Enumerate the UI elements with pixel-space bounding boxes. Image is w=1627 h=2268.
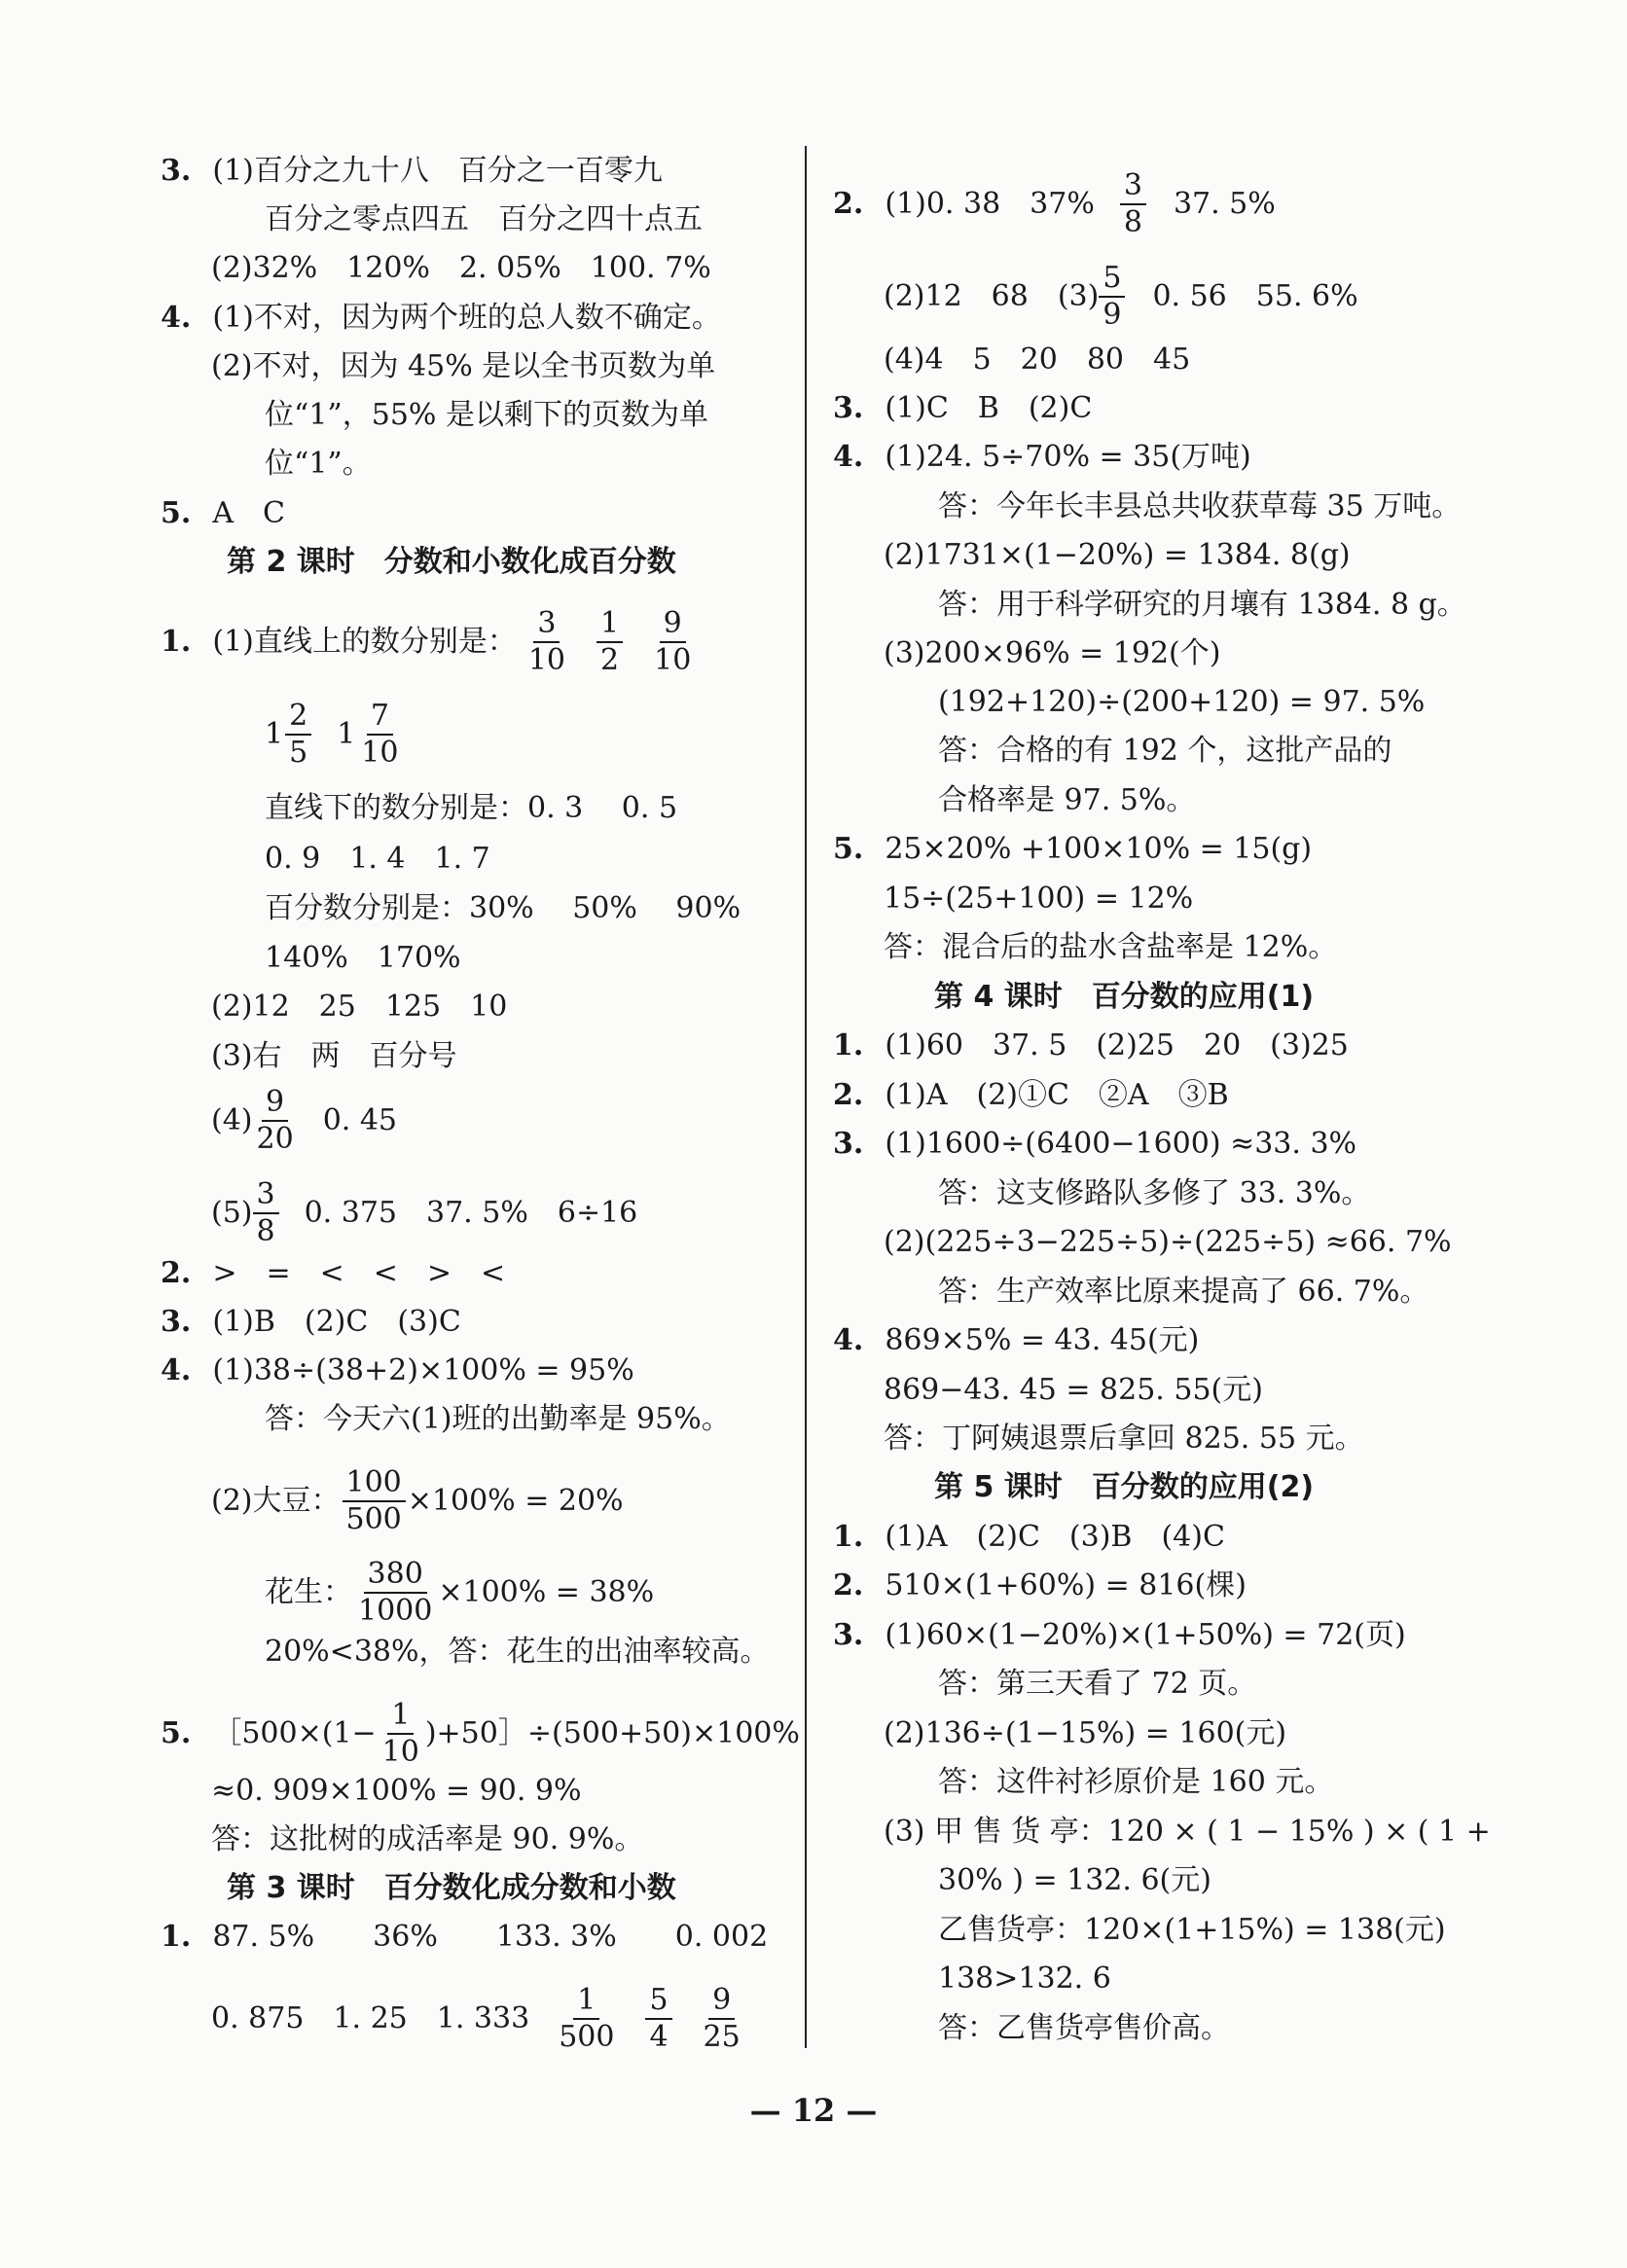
answer-line: 位“1”，55% 是以剩下的页数为单 — [265, 398, 708, 432]
answer-text: (1)A (2)①C ②A ③B — [885, 1078, 1229, 1112]
fraction: $\frac{9}{20}$ — [256, 1085, 294, 1156]
whole-part: 1 — [337, 716, 356, 751]
answer-line — [161, 298, 721, 339]
answer-line — [161, 608, 703, 675]
fraction: $\frac{5}{4}$ — [645, 1985, 671, 2052]
answer-line: 答：丁阿姨退票后拿回 825. 55 元。 — [884, 1422, 1364, 1456]
section-heading: 第 2 课时 分数和小数化成百分数 — [227, 545, 676, 579]
answer-text: (1)C B (2)C — [885, 391, 1093, 425]
fraction: $\frac{7}{10}$ — [361, 699, 399, 770]
answer-line: 答：用于科学研究的月壤有 1384. 8 g。 — [938, 588, 1466, 622]
answer-text: (1)24. 5÷70% = 35(万吨) — [885, 440, 1251, 474]
answer-line: (3)200×96% = 192(个) — [884, 636, 1221, 670]
answer-line: (3) 甲 售 货 亭：120 × ( 1 − 15% ) × ( 1 + — [884, 1815, 1491, 1849]
answer-line — [833, 1517, 1225, 1558]
mixed-numbers — [265, 701, 410, 768]
answer-line: 乙售货亭：120×(1+15%) = 138(元) — [938, 1913, 1446, 1947]
fraction: $\frac{9}{25}$ — [703, 1983, 741, 2054]
item-number: 4. — [833, 1323, 864, 1357]
answer-line — [833, 1320, 1199, 1361]
answer-line: (5) $\frac{3}{8}$ 0. 375 37. 5% 6÷16 — [211, 1177, 638, 1248]
answer-text: (1)1600÷(6400−1600) ≈33. 3% — [885, 1127, 1357, 1161]
answer-line: (2)1731×(1−20%) = 1384. 8(g) — [884, 538, 1351, 572]
answer-line: 0. 9 1. 4 1. 7 — [265, 842, 490, 876]
answer-line: (2)12 25 125 10 — [211, 990, 508, 1024]
answer-line — [833, 437, 1251, 478]
answer-line: 答：混合后的盐水含盐率是 12%。 — [884, 930, 1338, 964]
answer-line — [833, 1124, 1356, 1165]
answer-text: (1)百分之九十八 百分之一百零九 — [212, 154, 663, 188]
answer-text: A C — [212, 496, 285, 530]
item-number: 3. — [161, 1305, 192, 1339]
answer-line: (2)(225÷3−225÷5)÷(225÷5) ≈66. 7% — [884, 1225, 1452, 1259]
section-heading: 第 4 课时 百分数的应用(1) — [934, 980, 1315, 1014]
answer-line — [833, 1075, 1229, 1116]
item-number: 4. — [833, 440, 864, 474]
answer-line — [833, 829, 1312, 870]
item-number: 2. — [833, 1078, 864, 1112]
item-number: 2. — [833, 1568, 864, 1602]
fraction: $\frac{3}{8}$ — [1120, 170, 1146, 237]
whole-part: 1 — [265, 716, 284, 751]
answer-text: 25×20% +100×10% = 15(g) — [885, 832, 1313, 866]
answer-line: 答：这支修路队多修了 33. 3%。 — [938, 1176, 1371, 1210]
fraction: $\frac{380}{1000}$ — [358, 1557, 433, 1628]
answer-text: (1)不对，因为两个班的总人数不确定。 — [212, 301, 721, 335]
answer-line: 30% ) = 132. 6(元) — [938, 1863, 1211, 1897]
answer-line — [161, 1253, 505, 1294]
answer-line — [833, 1615, 1406, 1656]
answer-line: 答：生产效率比原来提高了 66. 7%。 — [938, 1275, 1429, 1309]
answer-line: (2)不对，因为 45% 是以全书页数为单 — [211, 349, 716, 383]
answer-line — [161, 1350, 634, 1391]
answer-line — [833, 1026, 1349, 1066]
item-number: 4. — [161, 1353, 192, 1387]
item-number: 5. — [833, 832, 864, 866]
column-divider — [805, 146, 807, 2048]
answer-line: 直线下的数分别是：0. 3 0. 5 — [265, 791, 678, 825]
answer-line: 答：这件衬衫原价是 160 元。 — [938, 1765, 1334, 1799]
answer-line: 答：这批树的成活率是 90. 9%。 — [211, 1822, 644, 1856]
item-number: 1. — [833, 1028, 864, 1062]
fraction: $\frac{3}{10}$ — [527, 606, 566, 677]
answer-line: (192+120)÷(200+120) = 97. 5% — [938, 685, 1426, 719]
item-number: 3. — [833, 1127, 864, 1161]
item-number: 1. — [161, 624, 192, 659]
answer-line: 2. (1)0. 38 37% $\frac{3}{8}$ 37. 5% — [833, 168, 1276, 239]
answer-line: (2)12 68 (3) $\frac{5}{9}$ 0. 56 55. 6% — [884, 261, 1358, 332]
fraction: $\frac{9}{10}$ — [654, 606, 692, 677]
answer-line: 答：合格的有 192 个，这批产品的 — [938, 734, 1392, 768]
answer-line — [161, 493, 285, 534]
item-number: 3. — [833, 1618, 864, 1652]
answer-line: 答：今天六(1)班的出勤率是 95%。 — [265, 1402, 731, 1436]
answer-line: 答：今年长丰县总共收获草莓 35 万吨。 — [938, 489, 1462, 523]
answer-line — [161, 1917, 768, 1958]
item-number: 1. — [161, 1920, 192, 1954]
answer-line: 20%<38%，答：花生的出油率较高。 — [265, 1635, 770, 1669]
item-number: 3. — [833, 391, 864, 425]
item-number: 2. — [161, 1256, 192, 1290]
answer-line — [833, 388, 1092, 429]
answer-line: (2)136÷(1−15%) = 160(元) — [884, 1716, 1287, 1750]
answer-text: 869×5% = 43. 45(元) — [885, 1323, 1200, 1357]
answer-text: (1)60 37. 5 (2)25 20 (3)25 — [885, 1028, 1349, 1062]
answer-line: (4) $\frac{9}{20}$ 0. 45 — [211, 1085, 398, 1156]
answer-line: 869−43. 45 = 825. 55(元) — [884, 1373, 1263, 1407]
answer-line: 140% 170% — [265, 941, 461, 975]
answer-line: 百分数分别是：30% 50% 90% — [265, 891, 741, 925]
item-number: 2. — [833, 186, 864, 221]
answer-line: (3)右 两 百分号 — [211, 1039, 457, 1073]
answer-line: 0. 875 1. 25 1. 333 $\frac{1}{500}$ $\frac{5}{4}$ $\frac{9}{25}$ — [211, 1985, 752, 2052]
section-heading: 第 5 课时 百分数的应用(2) — [934, 1470, 1315, 1504]
answer-line: (4)4 5 20 80 45 — [884, 342, 1191, 377]
item-number: 5. — [161, 496, 192, 530]
fraction: $\frac{1}{2}$ — [597, 608, 623, 675]
answer-text: (1)38÷(38+2)×100% = 95% — [212, 1353, 634, 1387]
answer-line: 位“1”。 — [265, 447, 372, 481]
answer-line: ≈0. 909×100% = 90. 9% — [211, 1774, 582, 1808]
answer-line — [161, 1302, 461, 1343]
fraction: $\frac{1}{10}$ — [381, 1698, 419, 1769]
answer-line: 138>132. 6 — [938, 1962, 1111, 1996]
page-number: — 12 — — [749, 2092, 878, 2129]
answer-line — [161, 151, 663, 192]
fraction: $\frac{5}{9}$ — [1099, 263, 1125, 330]
answer-line: 答：乙售货亭售价高。 — [938, 2011, 1230, 2045]
section-heading: 第 3 课时 百分数化成分数和小数 — [227, 1871, 676, 1905]
answer-text: (1)A (2)C (3)B (4)C — [885, 1520, 1225, 1554]
answer-line — [833, 1566, 1247, 1606]
fraction: $\frac{1}{500}$ — [559, 1983, 615, 2054]
answer-line: 5. ［500×(1− $\frac{1}{10}$ )+50］÷(500+50)×100% — [161, 1698, 800, 1769]
answer-text: (1)B (2)C (3)C — [212, 1305, 461, 1339]
answer-text: 87. 5% 36% 133. 3% 0. 002 — [212, 1920, 769, 1954]
answer-line: (2)32% 120% 2. 05% 100. 7% — [211, 251, 711, 285]
answer-text: (1)直线上的数分别是： — [212, 624, 517, 659]
fraction: $\frac{100}{500}$ — [343, 1467, 406, 1534]
answer-line: 答：第三天看了 72 页。 — [938, 1667, 1257, 1701]
item-number: 3. — [161, 154, 192, 188]
item-number: 4. — [161, 301, 192, 335]
answer-line: 15÷(25+100) = 12% — [884, 882, 1194, 916]
answer-line: (2)大豆： $\frac{100}{500}$ ×100% = 20% — [211, 1465, 624, 1536]
item-number: 5. — [161, 1715, 192, 1750]
item-number: 1. — [833, 1520, 864, 1554]
fraction: $\frac{2}{5}$ — [285, 701, 311, 768]
answer-text: (1)60×(1−20%)×(1+50%) = 72(页) — [885, 1618, 1406, 1652]
fraction: $\frac{3}{8}$ — [253, 1179, 279, 1246]
answer-line: 花生： $\frac{380}{1000}$ ×100% = 38% — [265, 1557, 655, 1628]
answer-line: 合格率是 97. 5%。 — [938, 783, 1196, 817]
answer-text: > = < < > < — [212, 1256, 506, 1290]
answer-line: 百分之零点四五 百分之四十点五 — [265, 202, 703, 236]
answer-text: 510×(1+60%) = 816(棵) — [885, 1568, 1247, 1602]
